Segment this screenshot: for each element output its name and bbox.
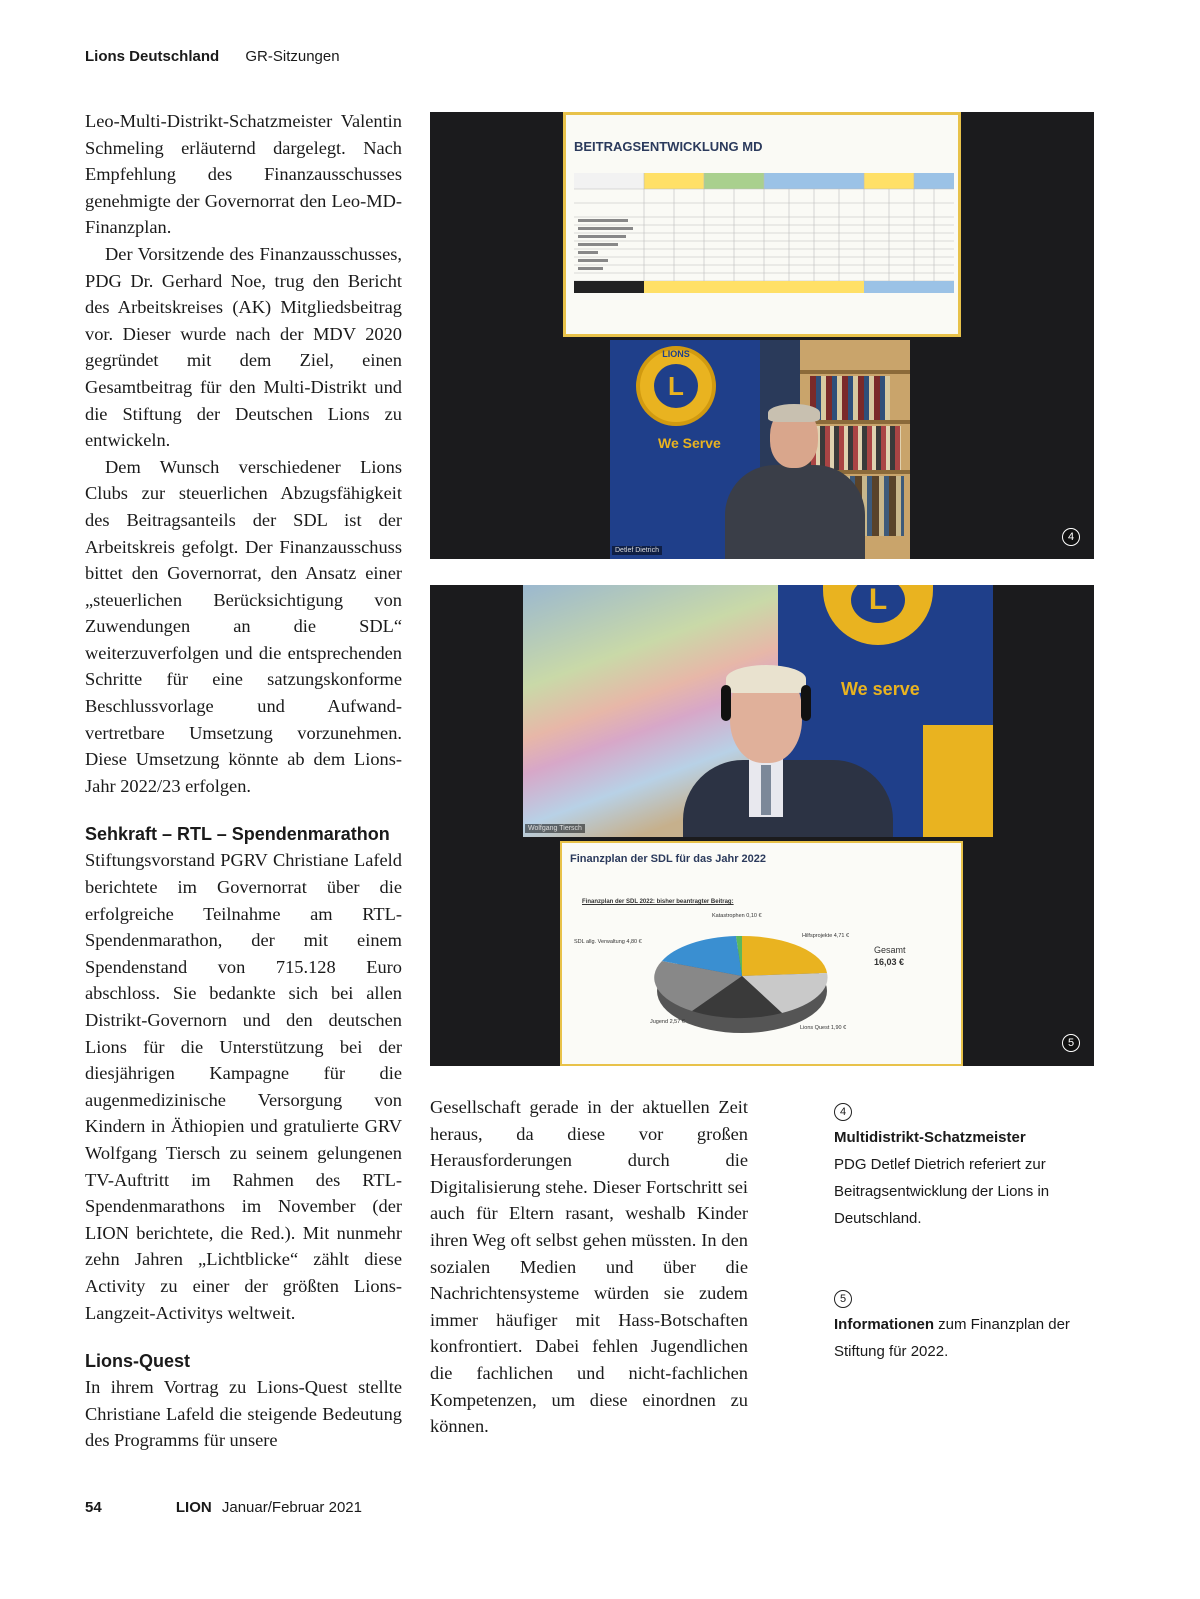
caption-text: PDG Detlef Dietrich referiert zur Beitragsentwicklung der Lions in Deutschland. — [834, 1156, 1050, 1227]
page-footer — [85, 1499, 362, 1516]
figure-number-badge: 5 — [1062, 1034, 1080, 1052]
video-frame — [523, 585, 993, 837]
caption-title: Multidistrikt-Schatzmeister — [834, 1129, 1026, 1146]
total-value: 16,03 € — [874, 957, 905, 967]
participant-name: Detlef Dietrich — [612, 546, 662, 555]
left-text-column — [85, 108, 402, 1454]
participant-name: Wolfgang Tiersch — [525, 824, 585, 833]
running-header — [85, 48, 340, 65]
page-number: 54 — [85, 1499, 102, 1516]
figure-number-badge: 4 — [1062, 528, 1080, 546]
pie-label: Lions Quest 1,90 € — [800, 1025, 847, 1031]
slide-title: BEITRAGSENTWICKLUNG MD — [574, 139, 763, 154]
caption-title: Informationen — [834, 1316, 934, 1333]
total-label: Gesamt — [874, 945, 906, 955]
banner-slogan: We serve — [841, 679, 920, 699]
section-heading-sehkraft: Sehkraft – RTL – Spendenmarathon — [85, 824, 390, 845]
caption-5 — [834, 1284, 1096, 1365]
headset-icon — [721, 685, 731, 721]
presentation-slide — [563, 112, 961, 337]
caption-number: 4 — [834, 1103, 852, 1121]
caption-number: 5 — [834, 1290, 852, 1308]
header-subsection: GR-Sitzungen — [245, 48, 340, 65]
pie-label: Katastrophen 0,10 € — [712, 913, 762, 919]
issue-date: Januar/Februar 2021 — [221, 1499, 362, 1516]
caption-text: zum Finanzplan der Stiftung für 2022. — [834, 1316, 1070, 1360]
presentation-slide — [560, 841, 963, 1066]
caption-4 — [834, 1097, 1096, 1232]
lions-logo-icon: L LIONS — [636, 346, 716, 426]
slide-subtitle: Finanzplan der SDL 2022: bisher beantragter Beitrag: — [582, 899, 734, 905]
banner-slogan: We Serve — [658, 435, 721, 451]
budget-table-graphic — [574, 173, 954, 301]
person-torso — [725, 465, 865, 559]
person-torso — [683, 760, 893, 837]
lions-logo-icon: L — [823, 585, 933, 645]
pie-label: Hilfsprojekte 4,71 € — [802, 933, 850, 939]
video-frame — [610, 340, 910, 559]
slide-title: Finanzplan der SDL für das Jahr 2022 — [570, 853, 767, 865]
magazine-name: LION — [175, 1499, 212, 1516]
section-heading-lions-quest: Lions-Quest — [85, 1351, 191, 1372]
middle-text-column — [430, 1094, 748, 1440]
paragraph: Stiftungsvorstand PGRV Christiane Lafeld berichtete im Governorrat über die erfolgreiche Teilnahme am RTL-Spendenmarathon, der mit einem Spendenstand von 715.128 Euro abschloss. Sie bedankte sich bei allen Distrikt-Governorn und den deutschen Lions für die Unterstützung bei der diesjährigen Kampagne für die augenmedizinische Versorgung von Kindern in Äthiopien und gratulierte GRV Wolfgang Tiersch zu seinem gelungenen TV-Auftritt im Rahmen des RTL-Spendenmarathons im November (der LION berichtete, die Red.). Mit nunmehr zehn Jahren „Lichtblicke“ zählt diese Activity zu einer der größten Lions-Langzeit-Activitys weltweit. — [85, 850, 402, 1323]
pie-label: SDL allg. Verwaltung 4,80 € — [574, 939, 642, 945]
paragraph: Leo-Multi-Distrikt-Schatzmeister Valentin Schmeling erläuternd dargelegt. Nach Empfehlung des Finanzausschusses genehmigte der Governorrat den Leo-MD-Finanzplan. — [85, 111, 402, 238]
photo-video-call-finance-plan — [430, 585, 1094, 1066]
pie-label: Jugend 2,57 € — [650, 1019, 685, 1025]
header-section: Lions Deutschland — [85, 48, 220, 65]
paragraph: Der Vorsitzende des Finanzausschusses, PDG Dr. Gerhard Noe, trug den Bericht des Arbeitskreises (AK) Mitgliedsbeitrag vor. Dieser wurde nach der MDV 2020 gegründet mit dem Ziel, einen Gesamtbeitrag für den Multi-Distrikt und die Stiftung der Deutschen Lions zu entwickeln. — [85, 243, 402, 451]
paragraph: Gesellschaft gerade in der aktuellen Zeit heraus, da diese vor großen Herausforderungen durch die Digitalisierung stehe. Dieser Fortschritt sei auch für Eltern rasant, weshalb Kinder ihren Weg oft selbst gehen müssten. In den sozialen Medien und über die Nachrichtensysteme würden sie zudem immer häufiger mit Hass-Botschaften konfrontiert. Dabei fehlen Jugendlichen die fachlichen und nicht-fachlichen Kompetenzen, um diese einordnen zu können. — [430, 1097, 748, 1437]
paragraph: Dem Wunsch verschiedener Lions Clubs zur steuerlichen Abzugsfähigkeit des Beitragsanteils der SDL ist der Arbeitskreis gefolgt. Der Finanzausschuss bittet den Governorrat, den Ansatz einer „steuerlichen Berücksichtigung von Zuwendungen an die SDL“ weiterzuverfolgen und die entsprechenden Schritte für eine satzungskonforme Beschlussvorlage und Aufwand-vertretbare Umsetzung vorzunehmen. Diese Umsetzung könnte ab dem Lions-Jahr 2022/23 erfolgen. — [85, 456, 402, 796]
paragraph: In ihrem Vortrag zu Lions-Quest stellte Christiane Lafeld die steigende Bedeutung des Programms für unsere — [85, 1377, 402, 1451]
banner-stripe — [923, 725, 993, 837]
photo-video-call-treasurer — [430, 112, 1094, 559]
